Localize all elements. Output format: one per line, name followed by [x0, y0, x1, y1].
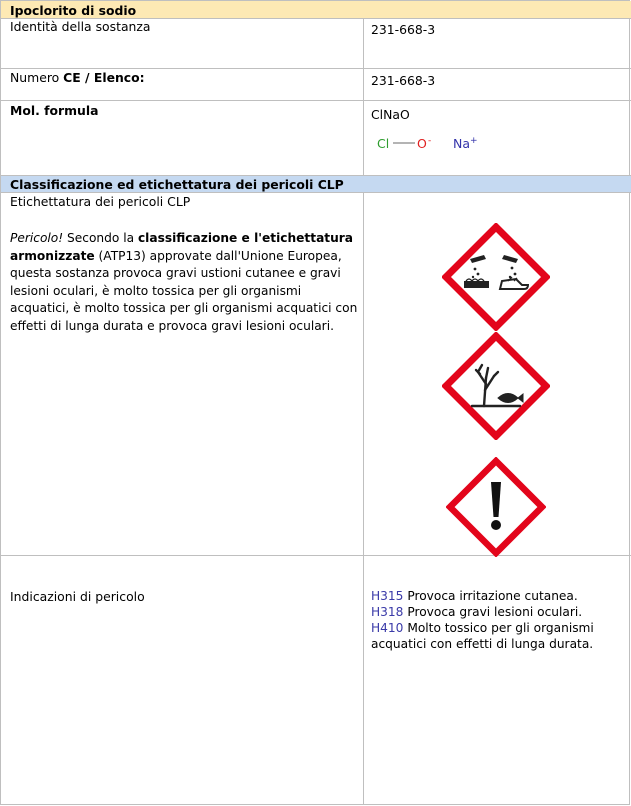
hazard-statements-label: Indicazioni di pericolo — [10, 589, 145, 604]
hazard-statements-list — [371, 588, 621, 652]
paragraph-bold: classificazione e l'etichettatura armonizzate — [10, 231, 354, 263]
hazard-statement — [371, 620, 621, 652]
ce-label-prefix: Numero — [10, 70, 64, 85]
hazard-statement — [371, 588, 621, 604]
clp-section-title: Classificazione ed etichettatura dei pericoli CLP — [10, 177, 344, 192]
corrosion-pictogram — [442, 223, 550, 331]
clp-section-header — [1, 176, 631, 192]
ce-number-value: 231-668-3 — [371, 73, 436, 88]
paragraph-text-1: Secondo la — [63, 231, 138, 245]
hazard-code: H315 — [371, 589, 404, 603]
clp-paragraph — [10, 230, 362, 335]
mol-formula-value: ClNaO — [371, 107, 410, 122]
exclamation-pictogram — [446, 457, 546, 557]
mol-formula-label: Mol. formula — [10, 103, 99, 118]
hazard-statement — [371, 604, 621, 620]
divider — [1, 192, 631, 193]
clp-subheading: Etichettatura dei pericoli CLP — [10, 194, 191, 209]
signal-word: Pericolo! — [10, 231, 64, 245]
sodium-charge: + — [470, 136, 478, 146]
hazard-code: H410 — [371, 621, 404, 635]
oxygen-charge: - — [428, 136, 432, 146]
hazard-text: Provoca gravi lesioni oculari. — [407, 605, 583, 619]
paragraph-text-2: (ATP13) approvate dall'Unione Europea, questa sostanza provoca gravi ustioni cutanee e gravi lesioni oculari, è molto tossica per gli organismi acquatici, è molto tossica per gli organismi acquatici con effetti di lunga durata e provoca gravi lesioni oculari. — [10, 248, 362, 333]
divider — [1, 100, 631, 101]
identity-value: 231-668-3 — [371, 22, 436, 37]
ce-label-bold: CE / Elenco: — [63, 70, 145, 85]
sodium-atom: Na — [453, 136, 471, 151]
oxygen-atom: O — [417, 136, 427, 151]
chlorine-atom: Cl — [377, 136, 390, 151]
environment-pictogram — [442, 332, 550, 440]
exclamation-dot — [491, 520, 501, 530]
hazard-code: H318 — [371, 605, 404, 619]
hazard-text: Provoca irritazione cutanea. — [407, 589, 578, 603]
column-divider — [363, 192, 364, 805]
column-divider — [363, 18, 364, 175]
divider — [1, 68, 631, 69]
title-band — [1, 1, 631, 18]
substance-title: Ipoclorito di sodio — [10, 3, 137, 18]
ce-number-label — [10, 70, 355, 85]
hazard-text: Molto tossico per gli organismi acquatici con effetti di lunga durata. — [371, 621, 594, 651]
molecule-structure-diagram — [371, 131, 511, 157]
identity-label: Identità della sostanza — [10, 19, 151, 34]
